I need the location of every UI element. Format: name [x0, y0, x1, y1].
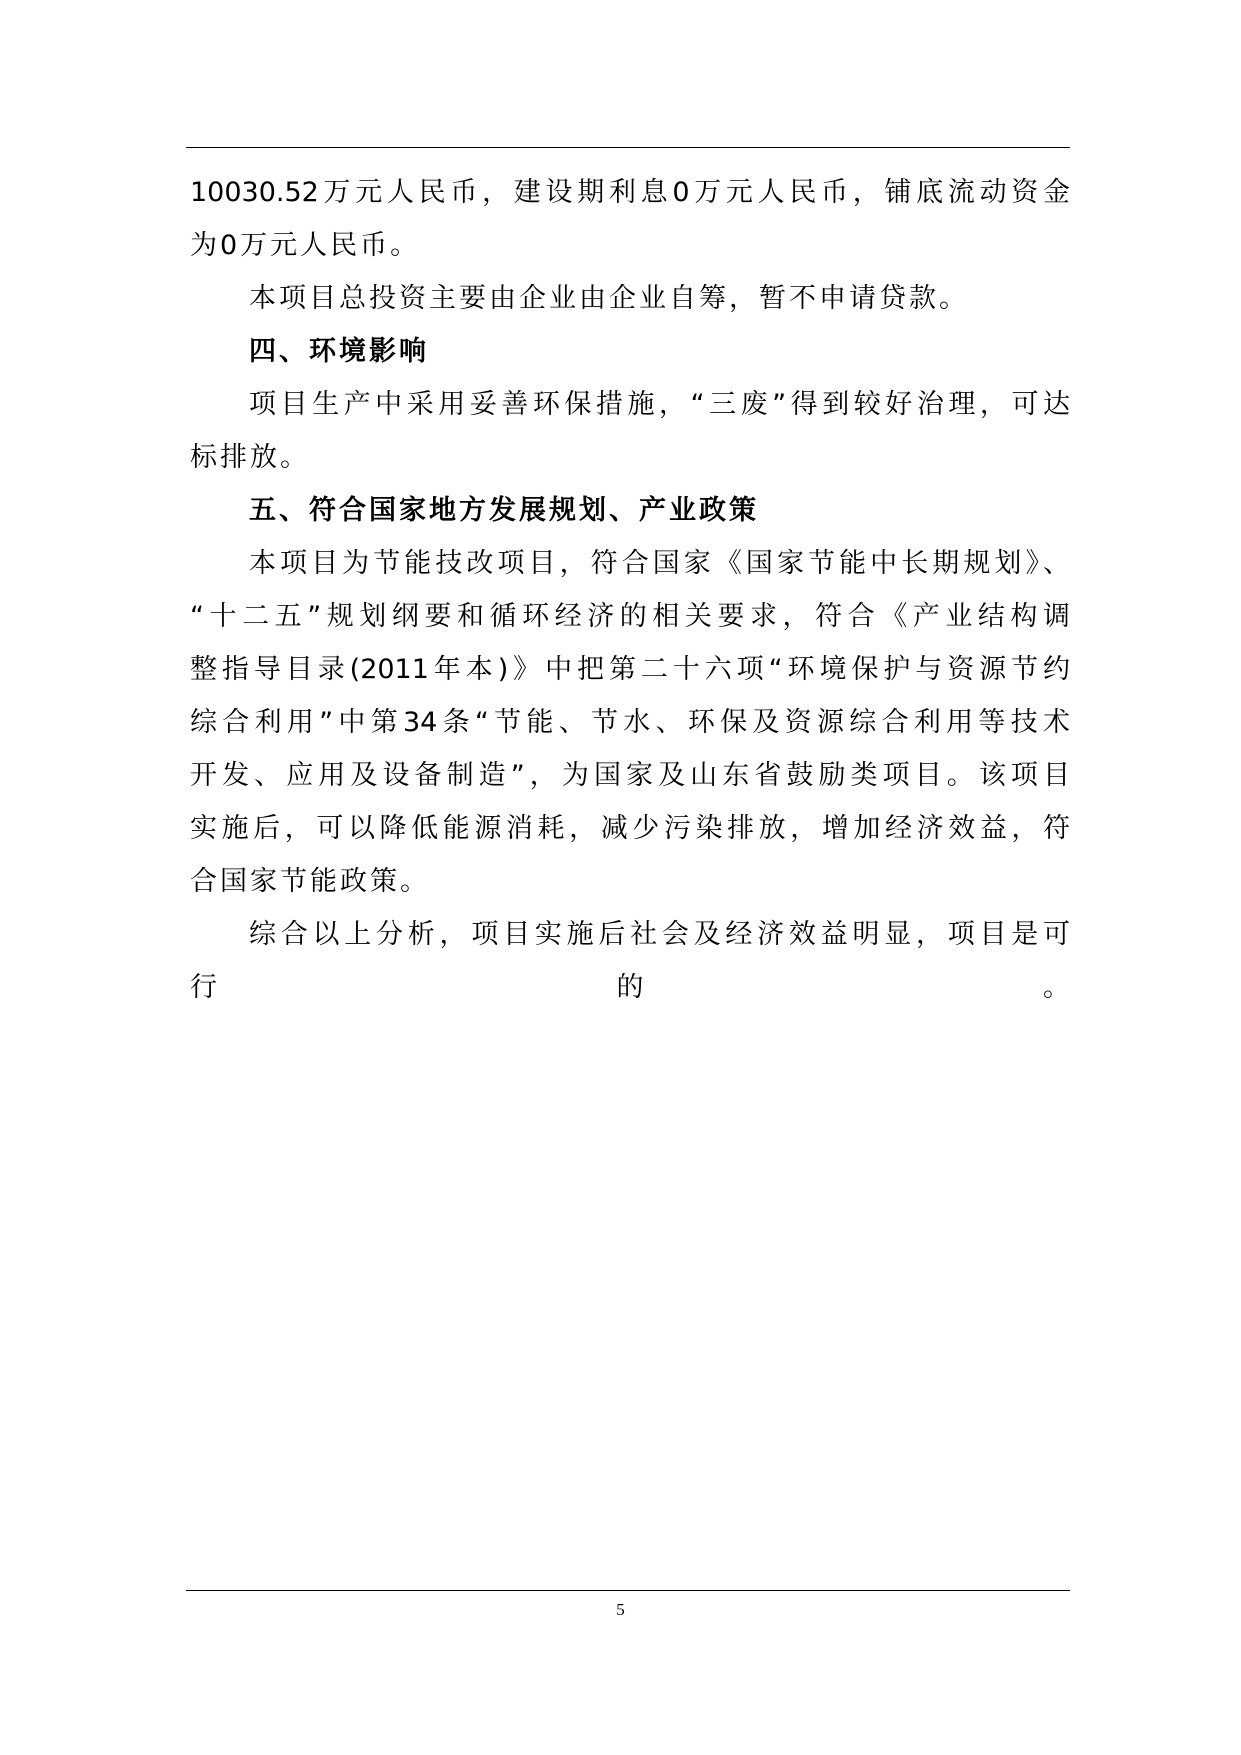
paragraph-line: 合国家节能政策。 [190, 866, 430, 897]
footer-rule [186, 1590, 1070, 1591]
paragraph-line: 整指导目录(2011年本)》中把第二十六项“环境保护与资源节约 [190, 654, 1070, 685]
paragraph-line: 实施后，可以降低能源消耗，减少污染排放，增加经济效益，符 [190, 813, 1070, 844]
last-line-part: 行 [190, 972, 217, 1003]
paragraph-line: 为0万元人民币。 [190, 230, 421, 261]
last-line-part: 的 [616, 972, 644, 1003]
paragraph-last-line [190, 961, 1070, 1014]
paragraph-line: 开发、应用及设备制造”，为国家及山东省鼓励类项目。该项目 [190, 760, 1070, 791]
header-rule [186, 147, 1070, 148]
section-heading-environment: 四、环境影响 [249, 336, 429, 367]
section-heading-policy: 五、符合国家地方发展规划、产业政策 [249, 495, 759, 526]
last-line-part: 。 [1043, 972, 1070, 1003]
page-number: 5 [616, 1600, 625, 1619]
paragraph-line: 综合利用”中第34条“节能、节水、环保及资源综合利用等技术 [190, 707, 1070, 738]
paragraph-line: 本项目总投资主要由企业由企业自筹，暂不申请贷款。 [249, 283, 969, 314]
paragraph-line: 项目生产中采用妥善环保措施，“三废”得到较好治理，可达 [249, 389, 1070, 420]
document-body [190, 166, 1070, 1014]
paragraph-line: 本项目为节能技改项目，符合国家《国家节能中长期规划》、 [249, 548, 1070, 579]
paragraph-line: 10030.52万元人民币，建设期利息0万元人民币，铺底流动资金 [190, 177, 1070, 208]
paragraph-line: “十二五”规划纲要和循环经济的相关要求，符合《产业结构调 [190, 601, 1070, 632]
paragraph-line: 标排放。 [190, 442, 310, 473]
paragraph-line: 综合以上分析，项目实施后社会及经济效益明显，项目是可 [249, 919, 1070, 950]
